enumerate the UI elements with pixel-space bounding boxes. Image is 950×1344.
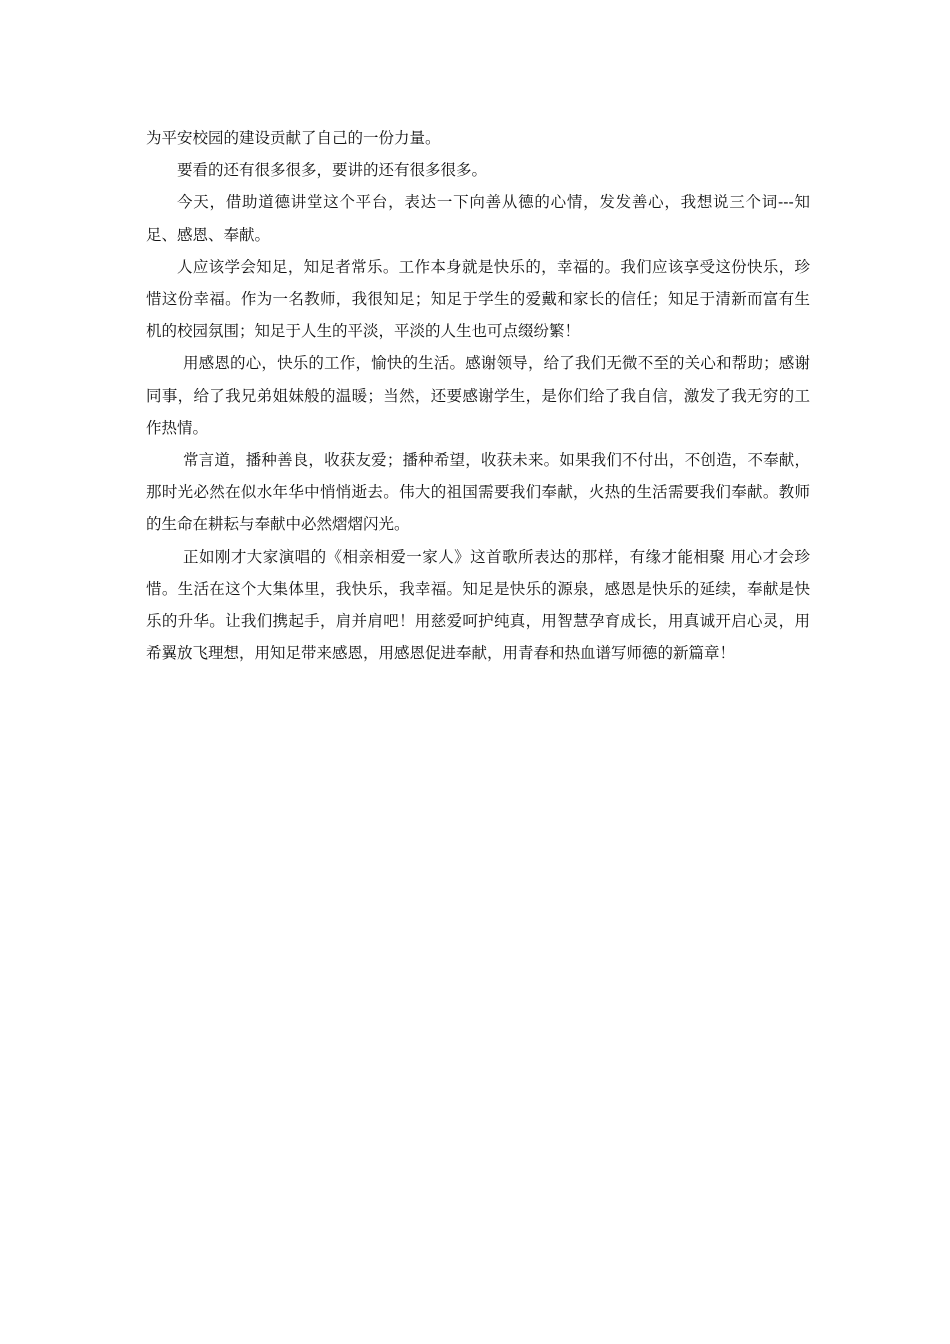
paragraph-6: 常言道，播种善良，收获友爱；播种希望，收获未来。如果我们不付出，不创造，不奉献，那时光必然在似水年华中悄悄逝去。伟大的祖国需要我们奉献，火热的生活需要我们奉献。教师的生命在耕耘与奉献中必然熠熠闪光。	[146, 451, 810, 534]
paragraph-3: 今天，借助道德讲堂这个平台，表达一下向善从德的心情，发发善心，我想说三个词---知足、感恩、奉献。	[146, 193, 810, 244]
paragraph-4: 人应该学会知足，知足者常乐。工作本身就是快乐的，幸福的。我们应该享受这份快乐，珍惜这份幸福。作为一名教师，我很知足；知足于学生的爱戴和家长的信任；知足于清新而富有生机的校园氛围；知足于人生的平淡，平淡的人生也可点缀纷繁！	[146, 257, 810, 341]
paragraph-7: 正如刚才大家演唱的《相亲相爱一家人》这首歌所表达的那样，有缘才能相聚 用心才会珍惜。生活在这个大集体里，我快乐，我幸福。知足是快乐的源泉，感恩是快乐的延续，奉献是快乐的升华。让我们携起手，肩并肩吧！用慈爱呵护纯真，用智慧孕育成长，用真诚开启心灵，用希翼放飞理想，用知足带来感恩，用感恩促进奉献，用青春和热血谱写师德的新篇章！	[146, 547, 810, 663]
paragraph-1: 为平安校园的建设贡献了自己的一份力量。	[146, 129, 441, 147]
document-body	[146, 122, 810, 669]
paragraph-5: 用感恩的心，快乐的工作，愉快的生活。感谢领导，给了我们无微不至的关心和帮助；感谢同事，给了我兄弟姐妹般的温暖；当然，还要感谢学生，是你们给了我自信，激发了我无穷的工作热情。	[146, 354, 810, 437]
paragraph-2: 要看的还有很多很多，要讲的还有很多很多。	[177, 161, 488, 180]
